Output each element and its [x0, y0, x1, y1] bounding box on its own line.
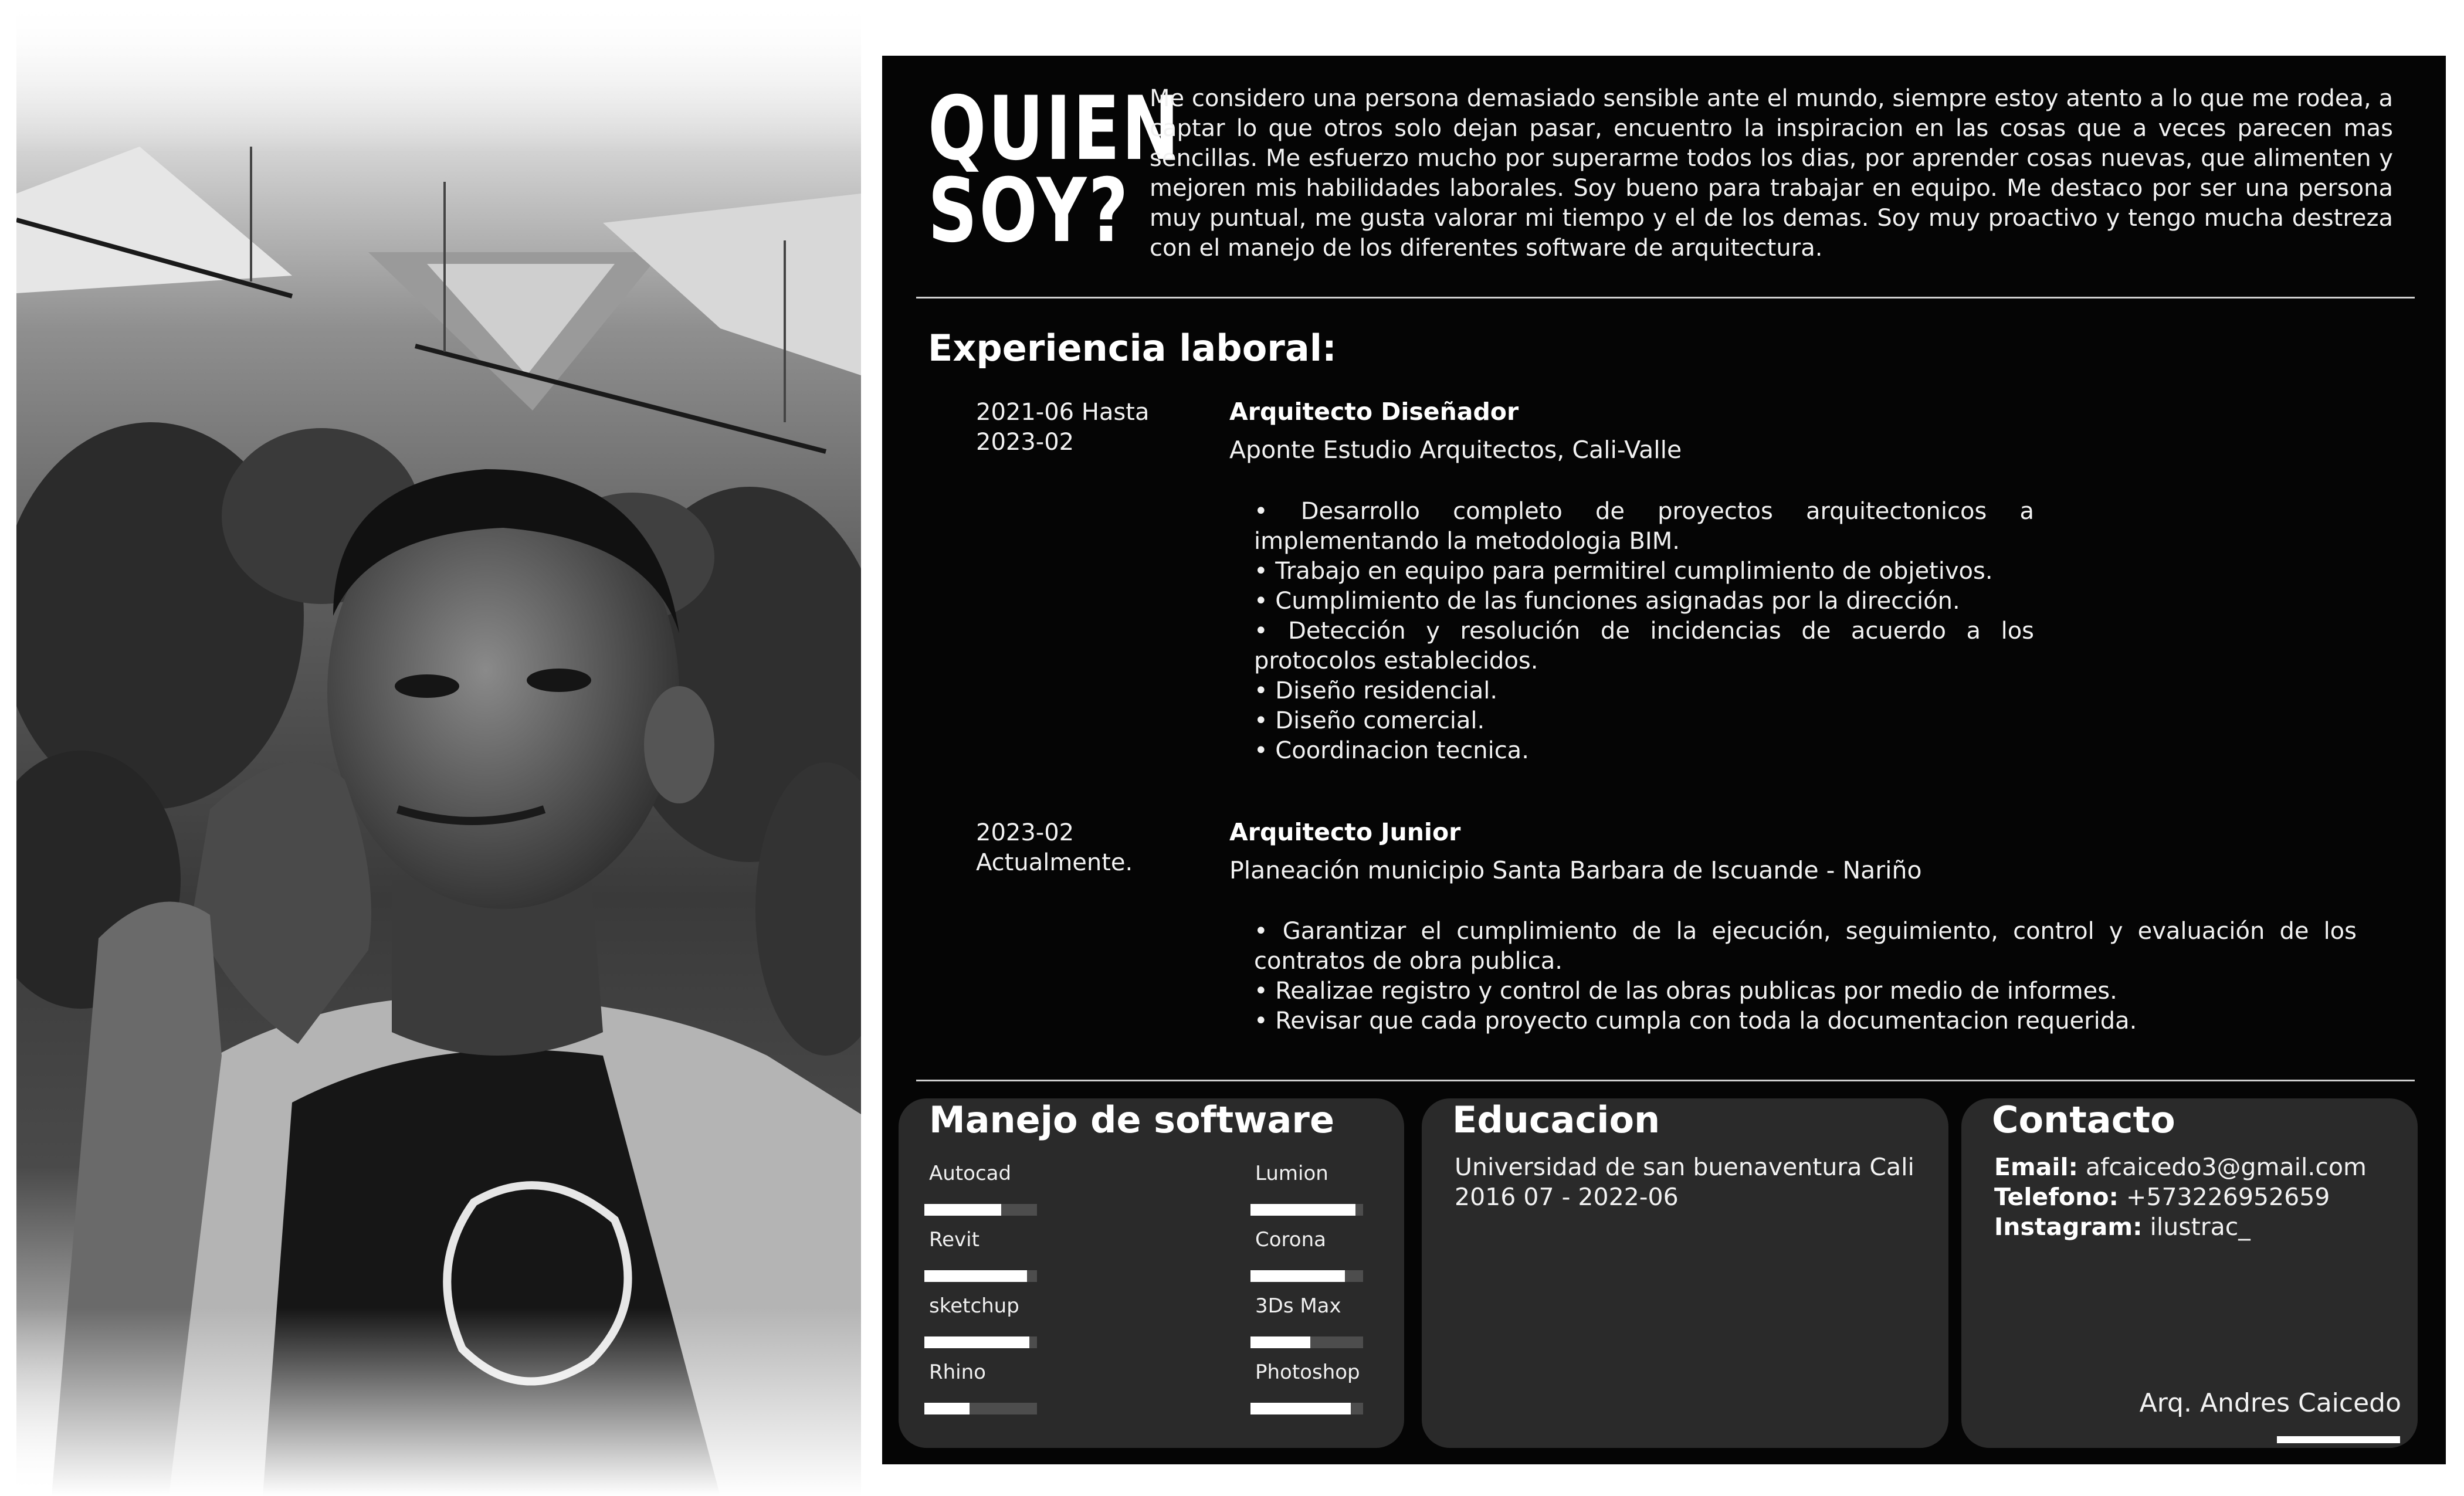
contact-card [1961, 1098, 2418, 1448]
instagram-value[interactable]: ilustrac_ [2150, 1213, 2251, 1241]
job-company: Aponte Estudio Arquitectos, Cali-Valle [1229, 436, 1682, 464]
job-role: Arquitecto Diseñador [1229, 398, 1519, 426]
job-date: 2021-06 Hasta 2023-02 [976, 399, 1150, 456]
skill-bar [924, 1336, 1037, 1348]
skill-label: Revit [929, 1228, 980, 1251]
instagram-label: Instagram: [1994, 1213, 2143, 1241]
skill-bar [924, 1270, 1037, 1282]
signature: Arq. Andres Caicedo [2139, 1388, 2401, 1418]
skill-bar-fill [1250, 1204, 1355, 1216]
about-title: QUIEN SOY? [928, 78, 1181, 262]
skill-label: sketchup [929, 1294, 1019, 1318]
skill-label: Corona [1255, 1228, 1326, 1251]
skill-label: Lumion [1255, 1162, 1328, 1185]
skill-label: Rhino [929, 1361, 986, 1384]
profile-photo-illustration [16, 0, 861, 1496]
list-item: • Realizae registro y control de las obras publicas por medio de informes. [1254, 978, 2117, 1005]
about-text: Me considero una persona demasiado sensible ante el mundo, siempre estoy atento a lo que me rodea, a captar lo que otros solo dejan pasar, encuentro la inspiracion en las cosas que a veces parecen mas sencillas. Me esfuerzo mucho por superarme todos los dias, por aprender cosas nuevas, que alimenten y mejoren mis habilidades laborales. Soy bueno para trabajar en equipo. Me destaco por ser una persona muy puntual, me gusta valorar mi tiempo y el de los demas. Soy muy proactivo y tengo mucha destreza con el manejo de los diferentes software de arquitectura. [1150, 85, 2393, 262]
education-card [1422, 1098, 1948, 1448]
skill-bar [924, 1403, 1037, 1414]
profile-photo [16, 0, 861, 1496]
skill-bar-fill [924, 1403, 970, 1414]
list-item: • Revisar que cada proyecto cumpla con toda la documentacion requerida. [1254, 1007, 2137, 1034]
software-card [899, 1098, 1404, 1448]
job-company: Planeación municipio Santa Barbara de Iscuande - Nariño [1229, 856, 1922, 884]
divider-bottom [916, 1080, 2415, 1081]
software-title: Manejo de software [929, 1098, 1335, 1141]
skill-label: Autocad [929, 1162, 1012, 1185]
education-school: Universidad de san buenaventura Cali [1455, 1153, 1914, 1181]
list-item: • Coordinacion tecnica. [1254, 737, 1529, 764]
skill-bar [1250, 1403, 1363, 1414]
skill-bar-fill [924, 1270, 1027, 1282]
skill-bar [1250, 1336, 1363, 1348]
contact-email [1994, 1152, 2367, 1182]
skill-bar-fill [924, 1336, 1029, 1348]
skill-bar-fill [1250, 1270, 1345, 1282]
email-label: Email: [1994, 1153, 2078, 1181]
list-item: • Cumplimiento de las funciones asignadas por la dirección. [1254, 588, 1960, 615]
skill-label: Photoshop [1255, 1361, 1360, 1384]
contact-title: Contacto [1992, 1098, 2175, 1141]
job-date: 2023-02 Actualmente. [976, 819, 1133, 876]
signature-underline [2277, 1436, 2400, 1443]
list-item: • Desarrollo completo de proyectos arquitectonicos a implementando la metodologia BIM. [1254, 498, 2034, 555]
education-title: Educacion [1452, 1098, 1660, 1141]
resume-panel [882, 56, 2446, 1464]
list-item: • Garantizar el cumplimiento de la ejecución, seguimiento, control y evaluación de los contratos de obra publica. [1254, 918, 2357, 975]
list-item: • Trabajo en equipo para permitirel cumplimiento de objetivos. [1254, 558, 1993, 585]
phone-label: Telefono: [1994, 1183, 2119, 1211]
list-item: • Detección y resolución de incidencias de acuerdo a los protocolos establecidos. [1254, 618, 2034, 674]
divider-top [916, 297, 2415, 298]
email-value[interactable]: afcaicedo3@gmail.com [2085, 1153, 2367, 1181]
skill-bar-fill [1250, 1336, 1310, 1348]
job-bullets [1254, 497, 2034, 766]
skill-bar [1250, 1270, 1363, 1282]
list-item: • Diseño comercial. [1254, 707, 1485, 734]
education-period: 2016 07 - 2022-06 [1455, 1183, 1679, 1211]
job-bullets [1254, 917, 2357, 1036]
contact-phone [1994, 1182, 2330, 1212]
skill-bar [1250, 1204, 1363, 1216]
contact-instagram [1994, 1212, 2251, 1242]
skill-label: 3Ds Max [1255, 1294, 1341, 1318]
list-item: • Diseño residencial. [1254, 677, 1498, 704]
skill-bar-fill [1250, 1403, 1351, 1414]
job-role: Arquitecto Junior [1229, 818, 1461, 846]
skill-bar [924, 1204, 1037, 1216]
experience-heading: Experiencia laboral: [928, 327, 1337, 369]
phone-value[interactable]: +573226952659 [2126, 1183, 2330, 1211]
skill-bar-fill [924, 1204, 1001, 1216]
